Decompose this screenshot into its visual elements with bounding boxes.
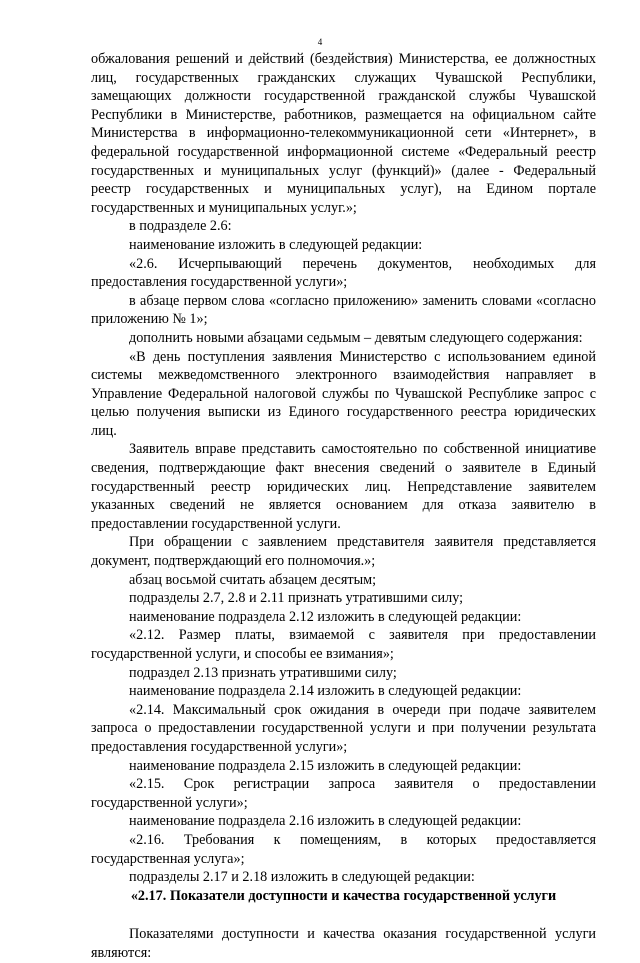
section-heading: «2.17. Показатели доступности и качества государственной услуги: [130, 887, 557, 904]
paragraph: наименование подраздела 2.12 изложить в следующей редакции:: [129, 608, 522, 625]
paragraph: «В день поступления заявления Министерство с использованием единой системы межведомственного электронного взаимодействия направляет в Управление Федеральной налоговой службы по Чувашской Республике запрос с целью получения выписки из Единого государственного реестра юридических лиц.: [91, 348, 596, 439]
paragraph: обжалования решений и действий (бездействия) Министерства, ее должностных лиц, государственных гражданских служащих Чувашской Республики, замещающих должности государственной гражданской службы Чувашской Республики в Министерстве, работников, размещается на официальном сайте Министерства в информационно-телекоммуникационной сети «Интернет», в федеральной государственной информационной системе «Федеральный реестр государственных и муниципальных услуг (функций)» (далее - Федеральный реестр государственных и муниципальных услуг), на Едином портале государственных и муниципальных услуг.»;: [91, 51, 596, 216]
paragraph: в абзаце первом слова «согласно приложению» заменить словами «согласно приложению № 1»;: [91, 292, 596, 328]
paragraph: дополнить новыми абзацами седьмым – девятым следующего содержания:: [129, 329, 583, 346]
paragraph: наименование подраздела 2.14 изложить в следующей редакции:: [129, 683, 522, 700]
document-body: [91, 50, 596, 963]
heading-spacer: [91, 905, 596, 925]
paragraph: «2.14. Максимальный срок ожидания в очереди при подаче заявителем запроса о предоставлении государственной услуги и при получении результата предоставления государственной услуги»;: [91, 701, 596, 755]
paragraph: абзац восьмой считать абзацем десятым;: [129, 571, 377, 588]
paragraph: в подразделе 2.6:: [129, 218, 232, 235]
paragraph: Заявитель вправе представить самостоятельно по собственной инициативе сведения, подтверждающие факт внесения сведений о заявителе в Единый государственный реестр юридических лиц. Непредставление заявителем указанных сведений не является основанием для отказа заявителю в предоставлении государственной услуги.: [91, 441, 596, 532]
paragraph: подраздел 2.13 признать утратившими силу;: [129, 664, 397, 681]
paragraph: «2.15. Срок регистрации запроса заявителя о предоставлении государственной услуги»;: [91, 776, 596, 811]
paragraph: Показателями доступности и качества оказания государственной услуги являются:: [91, 926, 596, 961]
paragraph: При обращении с заявлением представителя заявителя представляется документ, подтверждающий его полномочия.»;: [91, 534, 596, 570]
paragraph: наименование изложить в следующей редакции:: [129, 236, 423, 253]
paragraph: «2.16. Требования к помещениям, в которых предоставляется государственная услуга»;: [91, 831, 596, 867]
paragraph: подразделы 2.7, 2.8 и 2.11 признать утратившими силу;: [129, 590, 464, 607]
paragraph: наименование подраздела 2.16 изложить в следующей редакции:: [129, 813, 522, 830]
paragraph: «2.12. Размер платы, взимаемой с заявителя при предоставлении государственной услуги, и способы ее взимания»;: [91, 627, 596, 662]
paragraph: наименование подраздела 2.15 изложить в следующей редакции:: [129, 757, 522, 774]
paragraph: «2.6. Исчерпывающий перечень документов, необходимых для предоставления государственной услуги»;: [91, 255, 596, 291]
page-number: 4: [317, 37, 323, 47]
paragraph: подразделы 2.17 и 2.18 изложить в следующей редакции:: [129, 869, 475, 886]
